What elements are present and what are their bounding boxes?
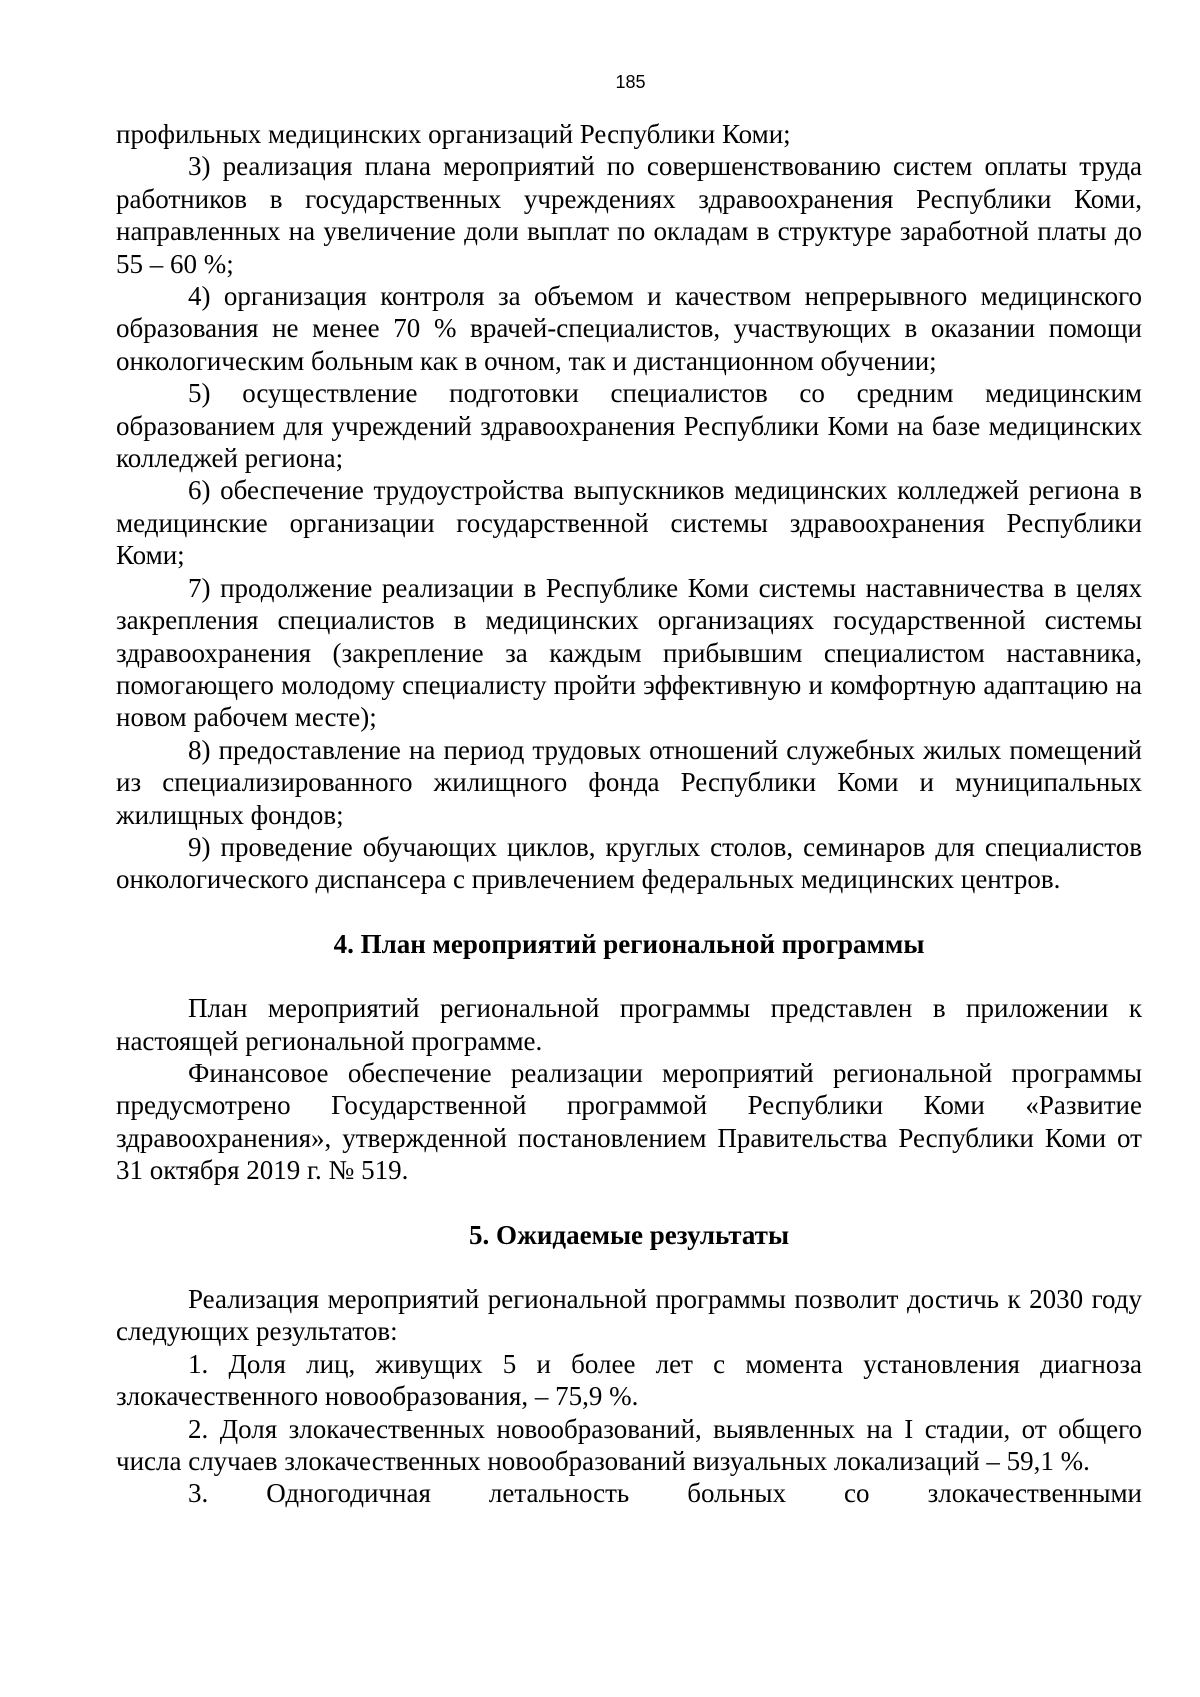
measure-item: 5) осуществление подготовки специалистов со средним медицинским образованием для учреждений здравоохранения Республики Коми на базе медицинских колледжей региона; bbox=[116, 378, 1142, 474]
document-body bbox=[116, 118, 1142, 1510]
measure-item: 6) обеспечение трудоустройства выпускников медицинских колледжей региона в медицинские организации государственной системы здравоохранения Республики Коми; bbox=[116, 475, 1142, 571]
section-5-intro: Реализация мероприятий региональной программы позволит достичь к 2030 году следующих результатов: bbox=[116, 1284, 1142, 1347]
intro-fragment: профильных медицинских организаций Республики Коми; bbox=[116, 119, 791, 149]
section-5-heading: 5. Ожидаемые результаты bbox=[468, 1219, 790, 1250]
section-4-paragraph: Финансовое обеспечение реализации мероприятий региональной программы предусмотрено Государственной программой Республики Коми «Развитие здравоохранения», утвержденной постановлением Правительства Республики Коми от 31 октября 2019 г. № 519. bbox=[116, 1057, 1142, 1186]
section-4-paragraph: План мероприятий региональной программы представлен в приложении к настоящей региональной программе. bbox=[116, 993, 1142, 1056]
measure-item: 8) предоставление на период трудовых отношений служебных жилых помещений из специализированного жилищного фонда Республики Коми и муниципальных жилищных фондов; bbox=[116, 734, 1142, 830]
page-number: 185 bbox=[615, 72, 646, 92]
section-4-heading: 4. План мероприятий региональной программы bbox=[333, 928, 925, 959]
measure-item: 9) проведение обучающих циклов, круглых столов, семинаров для специалистов онкологического диспансера с привлечением федеральных медицинских центров. bbox=[116, 831, 1142, 895]
measure-item: 3) реализация плана мероприятий по совершенствованию систем оплаты труда работников в государственных учреждениях здравоохранения Республики Коми, направленных на увеличение доли выплат по окладам в структуре заработной платы до 55 – 60 %; bbox=[116, 151, 1142, 279]
result-item: 1. Доля лиц, живущих 5 и более лет с момента установления диагноза злокачественного новообразования, – 75,9 %. bbox=[116, 1348, 1142, 1412]
result-item: 2. Доля злокачественных новообразований, выявленных на I стадии, от общего числа случаев злокачественных новообразований визуальных локализаций – 59,1 %. bbox=[116, 1413, 1142, 1477]
measure-item: 7) продолжение реализации в Республике Коми системы наставничества в целях закрепления специалистов в медицинских организациях государственной системы здравоохранения (закрепление за каждым прибывшим специалистом наставника, помогающего молодому специалисту пройти эффективную и комфортную адаптацию на новом рабочем месте); bbox=[116, 572, 1142, 733]
measure-item: 4) организация контроля за объемом и качеством непрерывного медицинского образования не менее 70 % врачей-специалистов, участвующих в оказании помощи онкологическим больным как в очном, так и дистанционном обучении; bbox=[116, 281, 1142, 376]
result-item: 3. Одногодичная летальность больных со злокачественными bbox=[188, 1478, 1142, 1509]
